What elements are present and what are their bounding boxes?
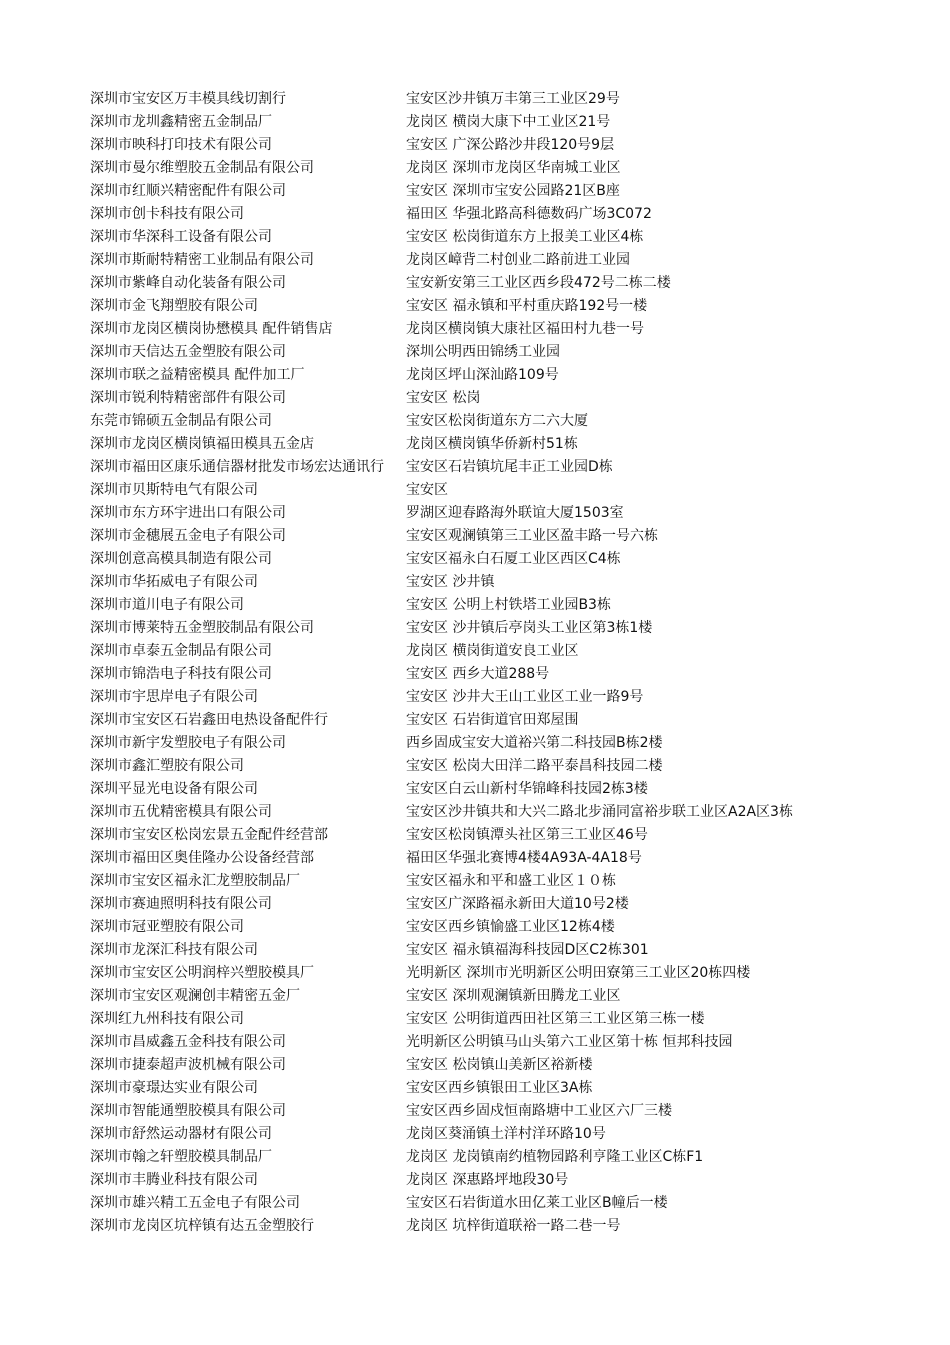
list-item	[90, 1077, 930, 1100]
list-item	[90, 272, 930, 295]
company-address: 宝安区福永和平和盛工业区１０栋	[406, 873, 616, 889]
company-name: 深圳市曼尔维塑胶五金制品有限公司	[90, 160, 314, 176]
company-name: 深圳红九州科技有限公司	[90, 1011, 244, 1027]
company-name: 深圳市龙岗区坑梓镇有达五金塑胶行	[90, 1218, 314, 1234]
company-address: 深圳公明西田锦绣工业园	[406, 344, 560, 360]
company-address: 龙岗区嶂背二村创业二路前进工业园	[406, 252, 630, 268]
company-name: 深圳市宝安区公明润梓兴塑胶模具厂	[90, 965, 314, 981]
list-item	[90, 847, 930, 870]
company-name: 深圳市翰之轩塑胶模具制品厂	[90, 1149, 272, 1165]
company-address: 宝安区 公明街道西田社区第三工业区第三栋一楼	[406, 1011, 705, 1027]
company-name: 深圳市捷泰超声波机械有限公司	[90, 1057, 286, 1073]
company-address: 宝安区松岗街道东方二六大厦	[406, 413, 588, 429]
company-name: 深圳市斯耐特精密工业制品有限公司	[90, 252, 314, 268]
list-item	[90, 571, 930, 594]
company-name: 深圳市龙深汇科技有限公司	[90, 942, 258, 958]
company-address: 宝安区松岗镇潭头社区第三工业区46号	[406, 827, 648, 843]
company-address: 宝安区 松岗大田洋二路平泰昌科技园二楼	[406, 758, 663, 774]
company-name: 深圳市豪璟达实业有限公司	[90, 1080, 258, 1096]
company-address: 宝安区沙井镇共和大兴二路北步涌同富裕步联工业区A2A区3栋	[406, 804, 793, 820]
company-address: 福田区 华强北路高科德数码广场3C072	[406, 206, 652, 222]
company-name: 深圳市舒然运动器材有限公司	[90, 1126, 272, 1142]
list-item	[90, 686, 930, 709]
list-item	[90, 456, 930, 479]
company-address: 宝安区 松岗镇山美新区裕新楼	[406, 1057, 593, 1073]
list-item	[90, 640, 930, 663]
list-item	[90, 709, 930, 732]
company-address: 福田区华强北赛博4楼4A93A-4A18号	[406, 850, 642, 866]
list-item	[90, 433, 930, 456]
company-name: 深圳市五优精密模具有限公司	[90, 804, 272, 820]
company-name: 深圳市紫峰自动化装备有限公司	[90, 275, 286, 291]
list-item	[90, 387, 930, 410]
company-name: 深圳市创卡科技有限公司	[90, 206, 244, 222]
company-name: 深圳平显光电设备有限公司	[90, 781, 258, 797]
company-name: 深圳市锦浩电子科技有限公司	[90, 666, 272, 682]
company-name: 深圳市新宇发塑胶电子有限公司	[90, 735, 286, 751]
company-address: 宝安区 福永镇福海科技园D区C2栋301	[406, 942, 649, 958]
list-item	[90, 1215, 930, 1238]
company-address: 龙岗区横岗镇大康社区福田村九巷一号	[406, 321, 644, 337]
list-item	[90, 364, 930, 387]
company-address: 宝安区 沙井大王山工业区工业一路9号	[406, 689, 644, 705]
company-address: 宝安区观澜镇第三工业区盈丰路一号六栋	[406, 528, 658, 544]
list-item	[90, 1146, 930, 1169]
company-name: 东莞市锦硕五金制品有限公司	[90, 413, 272, 429]
list-item	[90, 1169, 930, 1192]
company-name: 深圳市龙岗区横岗镇福田模具五金店	[90, 436, 314, 452]
company-name: 深圳市福田区康乐通信器材批发市场宏达通讯行	[90, 459, 384, 475]
list-item	[90, 111, 930, 134]
company-name: 深圳市宇思岸电子有限公司	[90, 689, 258, 705]
list-item	[90, 226, 930, 249]
company-name: 深圳市东方环宇进出口有限公司	[90, 505, 286, 521]
company-name: 深圳市昌威鑫五金科技有限公司	[90, 1034, 286, 1050]
company-name: 深圳市宝安区万丰模具线切割行	[90, 91, 286, 107]
company-address: 宝安区沙井镇万丰第三工业区29号	[406, 91, 620, 107]
company-name: 深圳市智能通塑胶模具有限公司	[90, 1103, 286, 1119]
list-item	[90, 295, 930, 318]
company-address: 龙岗区 龙岗镇南约植物园路利亨隆工业区C栋F1	[406, 1149, 704, 1165]
list-item	[90, 134, 930, 157]
list-item	[90, 548, 930, 571]
list-item	[90, 732, 930, 755]
list-item	[90, 824, 930, 847]
company-name: 深圳市冠亚塑胶有限公司	[90, 919, 244, 935]
company-name: 深圳市宝安区石岩鑫田电热设备配件行	[90, 712, 328, 728]
list-item	[90, 663, 930, 686]
list-item	[90, 755, 930, 778]
list-item	[90, 617, 930, 640]
company-name: 深圳市龙岗区横岗协懋模具 配件销售店	[90, 321, 333, 337]
company-name: 深圳创意高模具制造有限公司	[90, 551, 272, 567]
company-address: 宝安区广深路福永新田大道10号2楼	[406, 896, 629, 912]
company-address: 宝安区石岩镇坑尾丰正工业园D栋	[406, 459, 613, 475]
list-item	[90, 1192, 930, 1215]
company-address: 宝安区 深圳观澜镇新田腾龙工业区	[406, 988, 621, 1004]
company-name: 深圳市丰腾业科技有限公司	[90, 1172, 258, 1188]
company-address: 龙岗区 横岗大康下中工业区21号	[406, 114, 611, 130]
list-item	[90, 939, 930, 962]
company-address: 宝安区	[406, 482, 448, 498]
company-name: 深圳市红顺兴精密配件有限公司	[90, 183, 286, 199]
list-item	[90, 249, 930, 272]
list-item	[90, 479, 930, 502]
list-item	[90, 1008, 930, 1031]
company-name: 深圳市福田区奥佳隆办公设备经营部	[90, 850, 314, 866]
company-address: 宝安新安第三工业区西乡段472号二栋二楼	[406, 275, 671, 291]
company-address: 光明新区 深圳市光明新区公明田寮第三工业区20栋四楼	[406, 965, 751, 981]
company-address: 光明新区公明镇马山头第六工业区第十栋 恒邦科技园	[406, 1034, 733, 1050]
list-item	[90, 157, 930, 180]
list-item	[90, 502, 930, 525]
list-item	[90, 1123, 930, 1146]
company-name: 深圳市鑫汇塑胶有限公司	[90, 758, 244, 774]
company-name: 深圳市宝安区福永汇龙塑胶制品厂	[90, 873, 300, 889]
company-address: 龙岗区坪山深汕路109号	[406, 367, 559, 383]
company-address: 西乡固成宝安大道裕兴第二科技园B栋2楼	[406, 735, 663, 751]
list-item	[90, 778, 930, 801]
list-item	[90, 801, 930, 824]
company-address: 罗湖区迎春路海外联谊大厦1503室	[406, 505, 624, 521]
list-item	[90, 1100, 930, 1123]
company-address: 宝安区 沙井镇后亭岗头工业区第3栋1楼	[406, 620, 653, 636]
company-address: 龙岗区横岗镇华侨新村51栋	[406, 436, 578, 452]
company-name: 深圳市金穗展五金电子有限公司	[90, 528, 286, 544]
list-item	[90, 962, 930, 985]
company-name: 深圳市卓泰五金制品有限公司	[90, 643, 272, 659]
company-name: 深圳市联之益精密模具 配件加工厂	[90, 367, 305, 383]
company-name: 深圳市雄兴精工五金电子有限公司	[90, 1195, 300, 1211]
company-name: 深圳市宝安区松岗宏景五金配件经营部	[90, 827, 328, 843]
company-address: 宝安区 松岗	[406, 390, 481, 406]
company-name: 深圳市赛迪照明科技有限公司	[90, 896, 272, 912]
list-item	[90, 1054, 930, 1077]
company-name: 深圳市锐利特精密部件有限公司	[90, 390, 286, 406]
list-item	[90, 594, 930, 617]
list-item	[90, 180, 930, 203]
company-address: 宝安区西乡镇银田工业区3A栋	[406, 1080, 593, 1096]
company-address-list	[90, 88, 930, 1238]
list-item	[90, 88, 930, 111]
list-item	[90, 985, 930, 1008]
company-address: 龙岗区 深惠路坪地段30号	[406, 1172, 569, 1188]
list-item	[90, 916, 930, 939]
company-address: 宝安区 石岩街道官田郑屋围	[406, 712, 579, 728]
company-name: 深圳市贝斯特电气有限公司	[90, 482, 258, 498]
company-name: 深圳市映科打印技术有限公司	[90, 137, 272, 153]
company-name: 深圳市宝安区观澜创丰精密五金厂	[90, 988, 300, 1004]
company-address: 宝安区白云山新村华锦峰科技园2栋3楼	[406, 781, 648, 797]
company-address: 宝安区福永白石厦工业区西区C4栋	[406, 551, 621, 567]
company-address: 龙岗区 横岗街道安良工业区	[406, 643, 579, 659]
list-item	[90, 893, 930, 916]
company-name: 深圳市华拓威电子有限公司	[90, 574, 258, 590]
list-item	[90, 525, 930, 548]
company-address: 宝安区西乡镇愉盛工业区12栋4楼	[406, 919, 615, 935]
list-item	[90, 870, 930, 893]
list-item	[90, 318, 930, 341]
company-address: 宝安区西乡固戍恒南路塘中工业区六厂三楼	[406, 1103, 672, 1119]
company-address: 宝安区 西乡大道288号	[406, 666, 550, 682]
company-name: 深圳市金飞翔塑胶有限公司	[90, 298, 258, 314]
company-name: 深圳市博莱特五金塑胶制品有限公司	[90, 620, 314, 636]
company-address: 龙岗区葵涌镇土洋村洋环路10号	[406, 1126, 606, 1142]
company-name: 深圳市天信达五金塑胶有限公司	[90, 344, 286, 360]
list-item	[90, 203, 930, 226]
list-item	[90, 341, 930, 364]
company-address: 宝安区 松岗街道东方上报美工业区4栋	[406, 229, 644, 245]
list-item	[90, 1031, 930, 1054]
company-address: 宝安区 广深公路沙井段120号9层	[406, 137, 615, 153]
company-address: 宝安区 福永镇和平村重庆路192号一楼	[406, 298, 648, 314]
company-address: 龙岗区 坑梓街道联裕一路二巷一号	[406, 1218, 621, 1234]
company-address: 宝安区石岩街道水田亿莱工业区B幢后一楼	[406, 1195, 668, 1211]
list-item	[90, 410, 930, 433]
company-address: 龙岗区 深圳市龙岗区华南城工业区	[406, 160, 621, 176]
company-address: 宝安区 公明上村铁塔工业园B3栋	[406, 597, 611, 613]
company-name: 深圳市道川电子有限公司	[90, 597, 244, 613]
company-address: 宝安区 沙井镇	[406, 574, 495, 590]
company-name: 深圳市龙圳鑫精密五金制品厂	[90, 114, 272, 130]
company-address: 宝安区 深圳市宝安公园路21区B座	[406, 183, 620, 199]
company-name: 深圳市华深科工设备有限公司	[90, 229, 272, 245]
